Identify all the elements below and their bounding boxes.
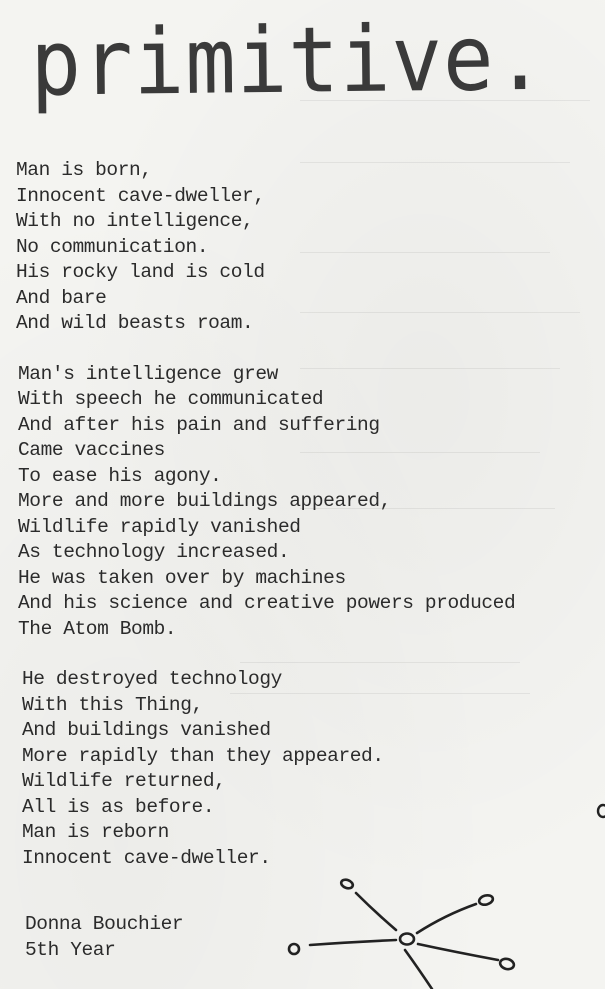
poem-line: Innocent cave-dweller. <box>22 846 271 869</box>
poem-line: And buildings vanished <box>22 719 271 741</box>
author-name: Donna Bouchier <box>25 913 184 935</box>
author-year: 5th Year <box>25 938 116 961</box>
poem-line: With speech he communicated <box>18 388 324 410</box>
poem-body <box>16 158 515 896</box>
poem-line: And bare <box>16 286 107 309</box>
poem-line: With this Thing, <box>22 693 203 716</box>
molecule-sketch-icon <box>270 860 530 989</box>
poem-line: And wild beasts roam. <box>16 312 254 334</box>
poem-line: All is as before. <box>22 795 215 818</box>
poem-line: Man is reborn <box>22 821 169 843</box>
poem-line: He destroyed technology <box>22 668 282 690</box>
poem-line: To ease his agony. <box>18 464 222 487</box>
stanza-2 <box>18 362 515 643</box>
poem-line: Man is born, <box>16 159 152 181</box>
poem-line: The Atom Bomb. <box>18 617 177 640</box>
poem-line: His rocky land is cold <box>16 261 265 283</box>
poem-line: And after his pain and suffering <box>18 413 380 436</box>
poem-line: Wildlife returned, <box>22 770 226 792</box>
stanza-1 <box>16 158 515 337</box>
poem-line: More rapidly than they appeared. <box>22 744 384 767</box>
poem-line: As technology increased. <box>18 541 290 563</box>
poem-line: He was taken over by machines <box>18 566 346 589</box>
poem-line: Wildlife rapidly vanished <box>18 515 301 538</box>
poem-line: More and more buildings appeared, <box>18 490 391 512</box>
margin-ink-mark <box>594 800 605 822</box>
poem-line: With no intelligence, <box>16 210 254 232</box>
poem-line: Man's intelligence grew <box>18 362 278 385</box>
poem-line: No communication. <box>16 235 209 258</box>
poem-title: primitive. <box>29 4 547 117</box>
author-signature <box>25 912 183 963</box>
poem-line: And his science and creative powers produced <box>18 592 516 614</box>
stanza-3 <box>22 667 515 871</box>
poem-line: Came vaccines <box>18 439 165 461</box>
poem-line: Innocent cave-dweller, <box>16 184 265 207</box>
